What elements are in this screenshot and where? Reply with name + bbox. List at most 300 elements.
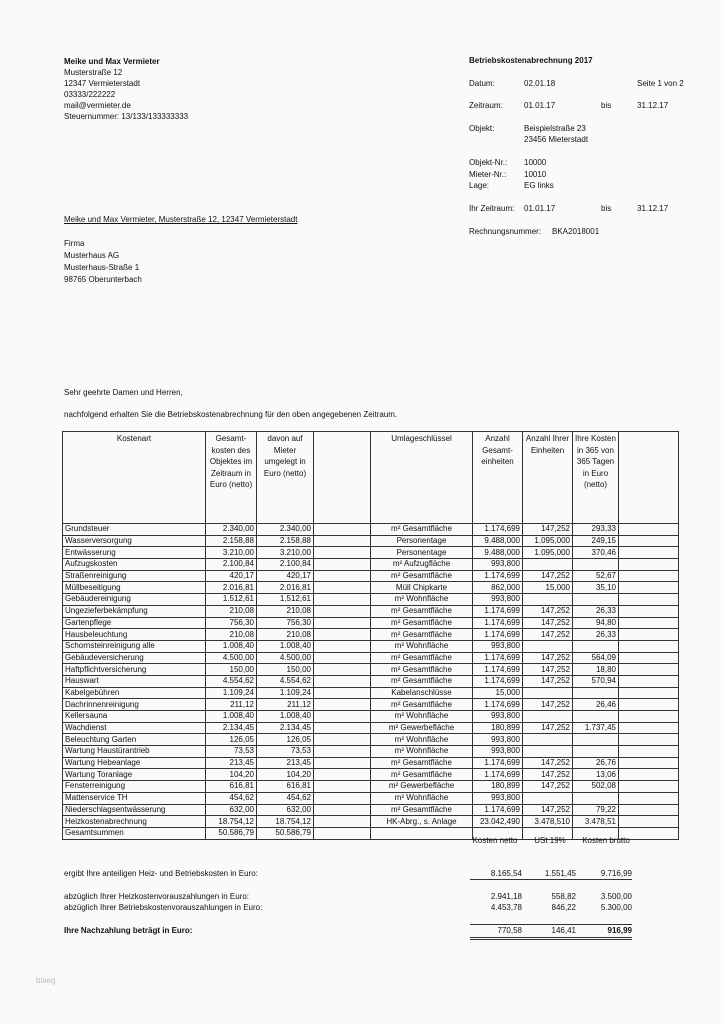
- table-cell: [619, 757, 679, 769]
- table-cell: m² Gewerbefläche: [371, 781, 473, 793]
- table-cell: 15,000: [523, 582, 573, 594]
- table-cell: [619, 687, 679, 699]
- table-cell: [573, 687, 619, 699]
- table-cell: 993,800: [473, 792, 523, 804]
- table-cell: [314, 769, 371, 781]
- table-cell: 993,800: [473, 711, 523, 723]
- summary-total-netto: 770,58: [497, 926, 522, 935]
- table-cell: m² Aufzugfläche: [371, 559, 473, 571]
- table-cell: 147,252: [523, 769, 573, 781]
- table-cell: 3.478,510: [523, 816, 573, 828]
- table-cell: [523, 734, 573, 746]
- table-cell: [523, 792, 573, 804]
- rechnung-label: Rechnungsnummer:: [469, 227, 542, 236]
- table-cell: 1.095,000: [523, 535, 573, 547]
- summary-total-underline-2: [470, 939, 632, 940]
- table-cell: 2.340,00: [206, 524, 257, 536]
- ihr-zeitraum-bis: bis: [601, 204, 612, 213]
- table-cell: [314, 594, 371, 606]
- table-cell: 420,17: [257, 570, 314, 582]
- zeitraum-label: Zeitraum:: [469, 101, 503, 110]
- summary-line2-ust: 558,82: [551, 892, 576, 901]
- table-cell: m² Wohnfläche: [371, 711, 473, 723]
- table-cell: 1.174,699: [473, 524, 523, 536]
- table-cell: 2.016,81: [206, 582, 257, 594]
- col-header-ihre-kosten: Ihre Kosten in 365 von 365 Tagen in Euro (netto): [573, 432, 619, 524]
- table-row: [63, 617, 679, 629]
- table-cell: 210,08: [257, 629, 314, 641]
- table-cell: 104,20: [257, 769, 314, 781]
- table-row: [63, 816, 679, 828]
- table-cell: 993,800: [473, 640, 523, 652]
- summary-col-ust: USt 19%: [534, 836, 566, 845]
- table-header-row: [63, 432, 679, 524]
- table-cell: [314, 804, 371, 816]
- recipient-address: [64, 238, 142, 286]
- table-cell: 180,899: [473, 722, 523, 734]
- objekt-nr-label: Objekt-Nr.:: [469, 158, 508, 167]
- summary-line1-label: ergibt Ihre anteiligen Heiz- und Betriebskosten in Euro:: [64, 869, 258, 878]
- table-cell: [523, 687, 573, 699]
- table-cell: Grundsteuer: [63, 524, 206, 536]
- table-cell: 150,00: [206, 664, 257, 676]
- table-cell: m² Gesamtfläche: [371, 769, 473, 781]
- sender-email: mail@vermieter.de: [64, 101, 131, 110]
- summary-total-brutto: 916,99: [607, 926, 632, 935]
- table-cell: [619, 734, 679, 746]
- table-cell: 1.174,699: [473, 652, 523, 664]
- table-row: [63, 582, 679, 594]
- table-row: [63, 675, 679, 687]
- table-row: [63, 570, 679, 582]
- table-cell: [573, 734, 619, 746]
- table-cell: m² Wohnfläche: [371, 640, 473, 652]
- table-row: [63, 535, 679, 547]
- table-cell: 147,252: [523, 675, 573, 687]
- table-cell: 454,62: [206, 792, 257, 804]
- summary-line1-ust: 1.551,45: [544, 869, 576, 878]
- table-cell: m² Gesamtfläche: [371, 570, 473, 582]
- table-cell: 1.008,40: [257, 640, 314, 652]
- summary-line3-netto: 4.453,78: [490, 903, 522, 912]
- table-cell: [523, 594, 573, 606]
- table-cell: [573, 792, 619, 804]
- summary-total-label: Ihre Nachzahlung beträgt in Euro:: [64, 926, 193, 935]
- table-cell: 1.512,61: [257, 594, 314, 606]
- table-cell: 94,80: [573, 617, 619, 629]
- table-cell: 18.754,12: [257, 816, 314, 828]
- table-cell: 147,252: [523, 699, 573, 711]
- table-cell: 616,81: [257, 781, 314, 793]
- table-cell: 79,22: [573, 804, 619, 816]
- table-cell: 4.554,62: [206, 675, 257, 687]
- table-cell: [619, 524, 679, 536]
- table-row: [63, 804, 679, 816]
- table-cell: Wartung Haustürantrieb: [63, 746, 206, 758]
- table-cell: 1.109,24: [206, 687, 257, 699]
- table-cell: 147,252: [523, 757, 573, 769]
- recipient-line1: Firma: [64, 239, 85, 248]
- table-cell: 147,252: [523, 722, 573, 734]
- summary-line2-netto: 2.941,18: [490, 892, 522, 901]
- table-cell: m² Gesamtfläche: [371, 652, 473, 664]
- summary-line3-label: abzüglich Ihrer Betriebskostenvorauszahlungen in Euro:: [64, 903, 263, 912]
- table-cell: [573, 559, 619, 571]
- table-cell: Wartung Hebeanlage: [63, 757, 206, 769]
- table-cell: 147,252: [523, 524, 573, 536]
- table-cell: m² Gesamtfläche: [371, 757, 473, 769]
- table-cell: 213,45: [257, 757, 314, 769]
- table-cell: 993,800: [473, 559, 523, 571]
- table-cell: 147,252: [523, 570, 573, 582]
- table-cell: [619, 629, 679, 641]
- table-row: [63, 722, 679, 734]
- table-cell: Straßenreinigung: [63, 570, 206, 582]
- table-cell: [619, 652, 679, 664]
- table-cell: Gesamtsummen: [63, 827, 206, 839]
- table-cell: 13,06: [573, 769, 619, 781]
- table-cell: 1.174,699: [473, 675, 523, 687]
- table-cell: [619, 711, 679, 723]
- table-cell: m² Gesamtfläche: [371, 605, 473, 617]
- table-cell: m² Gesamtfläche: [371, 804, 473, 816]
- table-cell: Personentage: [371, 535, 473, 547]
- objekt-nr: 10000: [524, 158, 547, 167]
- table-cell: Heizkostenabrechnung: [63, 816, 206, 828]
- table-cell: [573, 711, 619, 723]
- table-cell: [314, 792, 371, 804]
- table-cell: 4.500,00: [257, 652, 314, 664]
- table-cell: 26,33: [573, 629, 619, 641]
- table-cell: [619, 605, 679, 617]
- table-cell: [314, 827, 371, 839]
- table-cell: [619, 675, 679, 687]
- table-cell: 50.586,79: [206, 827, 257, 839]
- table-cell: Kabelgebühren: [63, 687, 206, 699]
- table-cell: [619, 559, 679, 571]
- table-cell: 3.210,00: [257, 547, 314, 559]
- table-cell: [573, 746, 619, 758]
- table-row: [63, 640, 679, 652]
- table-cell: 210,08: [257, 605, 314, 617]
- table-cell: 756,30: [206, 617, 257, 629]
- objekt-label: Objekt:: [469, 124, 495, 133]
- col-header-gesamteinheiten: Anzahl Gesamt-einheiten: [473, 432, 523, 524]
- table-cell: [371, 827, 473, 839]
- recipient-line2: Musterhaus AG: [64, 251, 120, 260]
- table-cell: Fensterreinigung: [63, 781, 206, 793]
- table-cell: 420,17: [206, 570, 257, 582]
- table-row: [63, 594, 679, 606]
- table-cell: [619, 746, 679, 758]
- table-cell: [314, 559, 371, 571]
- summary-total-ust: 146,41: [551, 926, 576, 935]
- table-cell: [314, 535, 371, 547]
- table-cell: [314, 781, 371, 793]
- datum-label: Datum:: [469, 79, 495, 88]
- intro-text: nachfolgend erhalten Sie die Betriebskostenabrechnung für den oben angegebenen Zeitraum.: [64, 410, 398, 419]
- summary-col-brutto: Kosten brutto: [582, 836, 630, 845]
- table-cell: 993,800: [473, 594, 523, 606]
- table-cell: Wartung Toranlage: [63, 769, 206, 781]
- table-cell: 1.008,40: [206, 711, 257, 723]
- table-cell: [314, 722, 371, 734]
- table-cell: m² Wohnfläche: [371, 746, 473, 758]
- table-cell: 1.174,699: [473, 605, 523, 617]
- sender-street: Musterstraße 12: [64, 68, 123, 77]
- table-row: [63, 792, 679, 804]
- sender-city: 12347 Vermieterstadt: [64, 79, 141, 88]
- table-cell: [314, 640, 371, 652]
- table-cell: 147,252: [523, 617, 573, 629]
- summary-total-topline: [470, 924, 632, 925]
- watermark: blaeg: [36, 976, 56, 985]
- table-cell: 73,53: [206, 746, 257, 758]
- table-cell: [619, 722, 679, 734]
- rechnung-number: BKA2018001: [552, 227, 600, 236]
- table-cell: 23.042,490: [473, 816, 523, 828]
- table-row: [63, 699, 679, 711]
- table-row: [63, 711, 679, 723]
- table-cell: 2.158,88: [206, 535, 257, 547]
- table-cell: Beleuchtung Garten: [63, 734, 206, 746]
- table-cell: [523, 640, 573, 652]
- ihr-zeitraum-from: 01.01.17: [524, 204, 556, 213]
- table-cell: 1.512,61: [206, 594, 257, 606]
- table-cell: 126,05: [206, 734, 257, 746]
- table-row: [63, 559, 679, 571]
- table-cell: [619, 617, 679, 629]
- table-cell: 150,00: [257, 664, 314, 676]
- table-cell: 2.158,88: [257, 535, 314, 547]
- lage-label: Lage:: [469, 181, 490, 190]
- table-cell: Gebäudereinigung: [63, 594, 206, 606]
- table-cell: [314, 547, 371, 559]
- table-cell: [314, 664, 371, 676]
- table-cell: Haftpflichtversicherung: [63, 664, 206, 676]
- table-row: [63, 664, 679, 676]
- table-cell: 211,12: [206, 699, 257, 711]
- table-cell: 632,00: [206, 804, 257, 816]
- summary-line2-label: abzüglich Ihrer Heizkostenvorauszahlungen in Euro:: [64, 892, 249, 901]
- table-cell: 147,252: [523, 664, 573, 676]
- sender-phone: 03333/222222: [64, 90, 116, 99]
- table-cell: [619, 640, 679, 652]
- table-cell: 9.488,000: [473, 535, 523, 547]
- zeitraum-to: 31.12.17: [637, 101, 669, 110]
- table-cell: Ungezieferbekämpfung: [63, 605, 206, 617]
- table-cell: Entwässerung: [63, 547, 206, 559]
- table-cell: 2.134,45: [206, 722, 257, 734]
- cost-table: [62, 431, 679, 840]
- table-cell: [314, 675, 371, 687]
- table-cell: 73,53: [257, 746, 314, 758]
- table-cell: 180,899: [473, 781, 523, 793]
- table-cell: [314, 652, 371, 664]
- table-row: [63, 757, 679, 769]
- table-cell: 35,10: [573, 582, 619, 594]
- table-cell: [523, 711, 573, 723]
- return-address-line: Meike und Max Vermieter, Musterstraße 12, 12347 Vermieterstadt: [64, 215, 298, 224]
- table-cell: 147,252: [523, 652, 573, 664]
- table-row: [63, 547, 679, 559]
- mieter-nr: 10010: [524, 170, 547, 179]
- table-cell: [619, 804, 679, 816]
- table-cell: [314, 629, 371, 641]
- table-cell: Kabelanschlüsse: [371, 687, 473, 699]
- table-row: [63, 734, 679, 746]
- sender-name: Meike und Max Vermieter: [64, 57, 160, 66]
- table-cell: [314, 524, 371, 536]
- table-cell: 370,46: [573, 547, 619, 559]
- table-cell: [619, 769, 679, 781]
- summary-line3-ust: 846,22: [551, 903, 576, 912]
- table-cell: m² Gesamtfläche: [371, 629, 473, 641]
- table-cell: 104,20: [206, 769, 257, 781]
- table-cell: m² Gesamtfläche: [371, 699, 473, 711]
- table-cell: 993,800: [473, 734, 523, 746]
- table-cell: m² Gewerbefläche: [371, 722, 473, 734]
- table-cell: 147,252: [523, 629, 573, 641]
- table-cell: [314, 582, 371, 594]
- table-cell: Müll Chipkarte: [371, 582, 473, 594]
- table-cell: [619, 816, 679, 828]
- table-cell: 50.586,79: [257, 827, 314, 839]
- table-cell: Hausbeleuchtung: [63, 629, 206, 641]
- datum-value: 02.01.18: [524, 79, 556, 88]
- col-header-gesamtkosten: Gesamt-kosten des Objektes im Zeitraum in Euro (netto): [206, 432, 257, 524]
- ihr-zeitraum-label: Ihr Zeitraum:: [469, 204, 515, 213]
- table-cell: [314, 605, 371, 617]
- table-cell: 2.134,45: [257, 722, 314, 734]
- table-row: [63, 605, 679, 617]
- table-cell: 213,45: [206, 757, 257, 769]
- table-cell: Aufzugskosten: [63, 559, 206, 571]
- col-header-empty: [314, 432, 371, 524]
- table-cell: Dachrinnenreinigung: [63, 699, 206, 711]
- table-cell: [523, 746, 573, 758]
- ihr-zeitraum-to: 31.12.17: [637, 204, 669, 213]
- table-cell: [314, 711, 371, 723]
- table-cell: 210,08: [206, 605, 257, 617]
- recipient-line4: 98765 Oberunterbach: [64, 275, 142, 284]
- table-cell: 2.340,00: [257, 524, 314, 536]
- table-row: [63, 524, 679, 536]
- table-cell: 1.008,40: [206, 640, 257, 652]
- table-cell: 1.174,699: [473, 699, 523, 711]
- table-cell: Gartenpflege: [63, 617, 206, 629]
- table-row: [63, 769, 679, 781]
- mieter-nr-label: Mieter-Nr.:: [469, 170, 507, 179]
- table-cell: 2.100,84: [257, 559, 314, 571]
- table-cell: m² Gesamtfläche: [371, 664, 473, 676]
- table-cell: 1.095,000: [523, 547, 573, 559]
- document-title: Betriebskostenabrechnung 2017: [469, 56, 593, 65]
- col-header-kostenart: Kostenart: [63, 432, 206, 524]
- table-cell: 147,252: [523, 781, 573, 793]
- table-cell: 1.174,699: [473, 664, 523, 676]
- table-cell: Hauswart: [63, 675, 206, 687]
- table-cell: 126,05: [257, 734, 314, 746]
- summary-line3-brutto: 5.300,00: [600, 903, 632, 912]
- table-cell: [573, 594, 619, 606]
- summary-line1-netto: 8.165,54: [490, 869, 522, 878]
- table-cell: [619, 781, 679, 793]
- table-cell: 1.737,45: [573, 722, 619, 734]
- table-cell: 1.174,699: [473, 570, 523, 582]
- table-cell: 3.478,51: [573, 816, 619, 828]
- table-cell: [619, 547, 679, 559]
- table-cell: [314, 734, 371, 746]
- table-cell: 502,08: [573, 781, 619, 793]
- table-cell: 4.554,62: [257, 675, 314, 687]
- table-cell: 147,252: [523, 605, 573, 617]
- zeitraum-from: 01.01.17: [524, 101, 556, 110]
- salutation: Sehr geehrte Damen und Herren,: [64, 388, 183, 397]
- table-row: [63, 652, 679, 664]
- table-cell: Personentage: [371, 547, 473, 559]
- table-cell: 249,15: [573, 535, 619, 547]
- table-cell: 1.109,24: [257, 687, 314, 699]
- col-header-ihre-einheiten: Anzahl Ihrer Einheiten: [523, 432, 573, 524]
- table-cell: m² Gesamtfläche: [371, 617, 473, 629]
- table-row: [63, 687, 679, 699]
- table-cell: 1.008,40: [257, 711, 314, 723]
- table-cell: 632,00: [257, 804, 314, 816]
- table-row: [63, 781, 679, 793]
- table-cell: [619, 699, 679, 711]
- table-cell: 293,33: [573, 524, 619, 536]
- table-cell: 26,33: [573, 605, 619, 617]
- table-cell: Wachdienst: [63, 722, 206, 734]
- table-cell: 4.500,00: [206, 652, 257, 664]
- table-cell: 147,252: [523, 804, 573, 816]
- cost-table-body: [63, 524, 679, 840]
- table-cell: [314, 687, 371, 699]
- table-cell: m² Wohnfläche: [371, 792, 473, 804]
- table-cell: [314, 746, 371, 758]
- table-cell: 1.174,699: [473, 804, 523, 816]
- table-cell: [619, 792, 679, 804]
- table-cell: 3.210,00: [206, 547, 257, 559]
- table-row: [63, 629, 679, 641]
- table-cell: 756,30: [257, 617, 314, 629]
- table-cell: m² Gesamtfläche: [371, 524, 473, 536]
- table-cell: 1.174,699: [473, 769, 523, 781]
- table-cell: m² Wohnfläche: [371, 594, 473, 606]
- lage: EG links: [524, 181, 554, 190]
- table-cell: 18.754,12: [206, 816, 257, 828]
- table-cell: 1.174,699: [473, 629, 523, 641]
- table-cell: Schornsteinreinigung alle: [63, 640, 206, 652]
- table-cell: 1.174,699: [473, 757, 523, 769]
- table-cell: Kellersauna: [63, 711, 206, 723]
- table-cell: 570,94: [573, 675, 619, 687]
- table-cell: 26,76: [573, 757, 619, 769]
- summary-col-netto: Kosten netto: [472, 836, 518, 845]
- objekt-line1: Beispielstraße 23: [524, 124, 586, 133]
- table-row: [63, 746, 679, 758]
- table-cell: [314, 816, 371, 828]
- table-cell: [619, 535, 679, 547]
- table-cell: [314, 699, 371, 711]
- table-cell: [314, 757, 371, 769]
- table-cell: 564,09: [573, 652, 619, 664]
- table-cell: 862,000: [473, 582, 523, 594]
- summary-line1-brutto: 9.716,99: [600, 869, 632, 878]
- sender-address: [64, 56, 314, 122]
- table-cell: [619, 664, 679, 676]
